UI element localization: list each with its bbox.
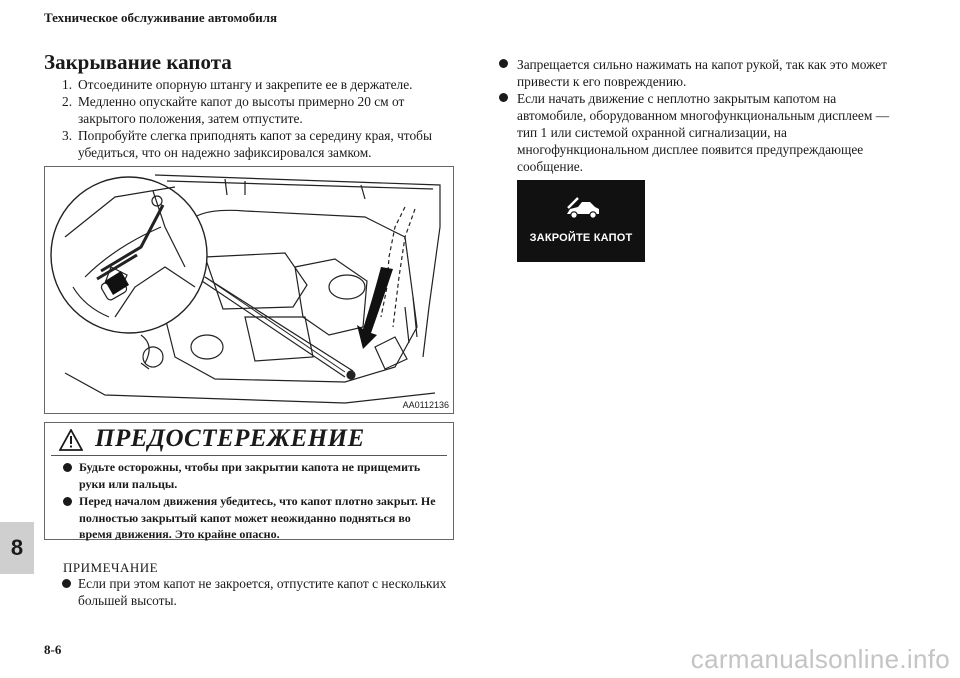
warning-item — [63, 459, 443, 492]
step-item — [62, 76, 462, 93]
right-column-item — [499, 56, 899, 90]
engine-bay-drawing — [45, 167, 453, 413]
step-number: 1. — [62, 77, 73, 92]
bullet-icon — [63, 463, 72, 472]
warning-box — [44, 422, 454, 540]
bullet-icon — [63, 497, 72, 506]
warning-item — [63, 493, 443, 543]
step-number: 3. — [62, 128, 73, 143]
page-number: 8-6 — [44, 642, 62, 657]
figure-id: AA0112136 — [402, 400, 449, 410]
step-text: Попробуйте слегка приподнять капот за середину края, чтобы убедиться, что он надежно зафиксировался замком. — [78, 128, 432, 160]
steps-list — [62, 76, 462, 161]
right-column-item — [499, 90, 899, 175]
section-title: Закрывание капота — [44, 50, 232, 74]
engine-bay-illustration — [44, 166, 454, 414]
note-label: ПРИМЕЧАНИЕ — [63, 560, 159, 575]
display-message: ЗАКРОЙТЕ КАПОТ — [529, 232, 633, 244]
warning-divider — [51, 455, 447, 456]
note-item — [62, 575, 478, 609]
warning-item-text: Будьте осторожны, чтобы при закрытии капота не прищемить руки или пальцы. — [79, 460, 421, 491]
step-item — [62, 93, 462, 127]
note-item-text: Если при этом капот не закроется, отпустите капот с нескольких большей высоты. — [78, 576, 447, 608]
step-item — [62, 127, 462, 161]
chapter-tab: 8 — [0, 522, 34, 574]
right-column-item-text: Запрещается сильно нажимать на капот рукой, так как это может привести к его повреждению. — [517, 57, 887, 89]
warning-item-text: Перед началом движения убедитесь, что капот плотно закрыт. Не полностью закрытый капот может неожиданно подняться во время движения. Это крайне опасно. — [79, 494, 436, 541]
warning-title: ПРЕДОСТЕРЕЖЕНИЕ — [95, 425, 365, 452]
bullet-icon — [499, 93, 508, 102]
watermark: carmanualsonline.info — [690, 644, 950, 674]
running-header: Техническое обслуживание автомобиля — [44, 10, 278, 25]
step-text: Медленно опускайте капот до высоты примерно 20 см от закрытого положения, затем отпустите. — [78, 94, 405, 126]
warning-list — [63, 459, 443, 544]
car-hood-open-icon — [564, 196, 602, 222]
bullet-icon — [499, 59, 508, 68]
right-column-item-text: Если начать движение с неплотно закрытым капотом на автомобиле, оборудованном многофункциональным дисплеем — тип 1 или системой охранной сигнализации, на многофункциональном дисплее появится предупреждающее сообщение. — [517, 91, 890, 174]
step-text: Отсоедините опорную штангу и закрепите ее в держателе. — [78, 77, 413, 92]
bullet-icon — [62, 579, 71, 588]
right-column-list — [499, 56, 899, 175]
multifunction-display — [517, 180, 645, 262]
step-number: 2. — [62, 94, 73, 109]
warning-triangle-icon — [59, 429, 83, 451]
